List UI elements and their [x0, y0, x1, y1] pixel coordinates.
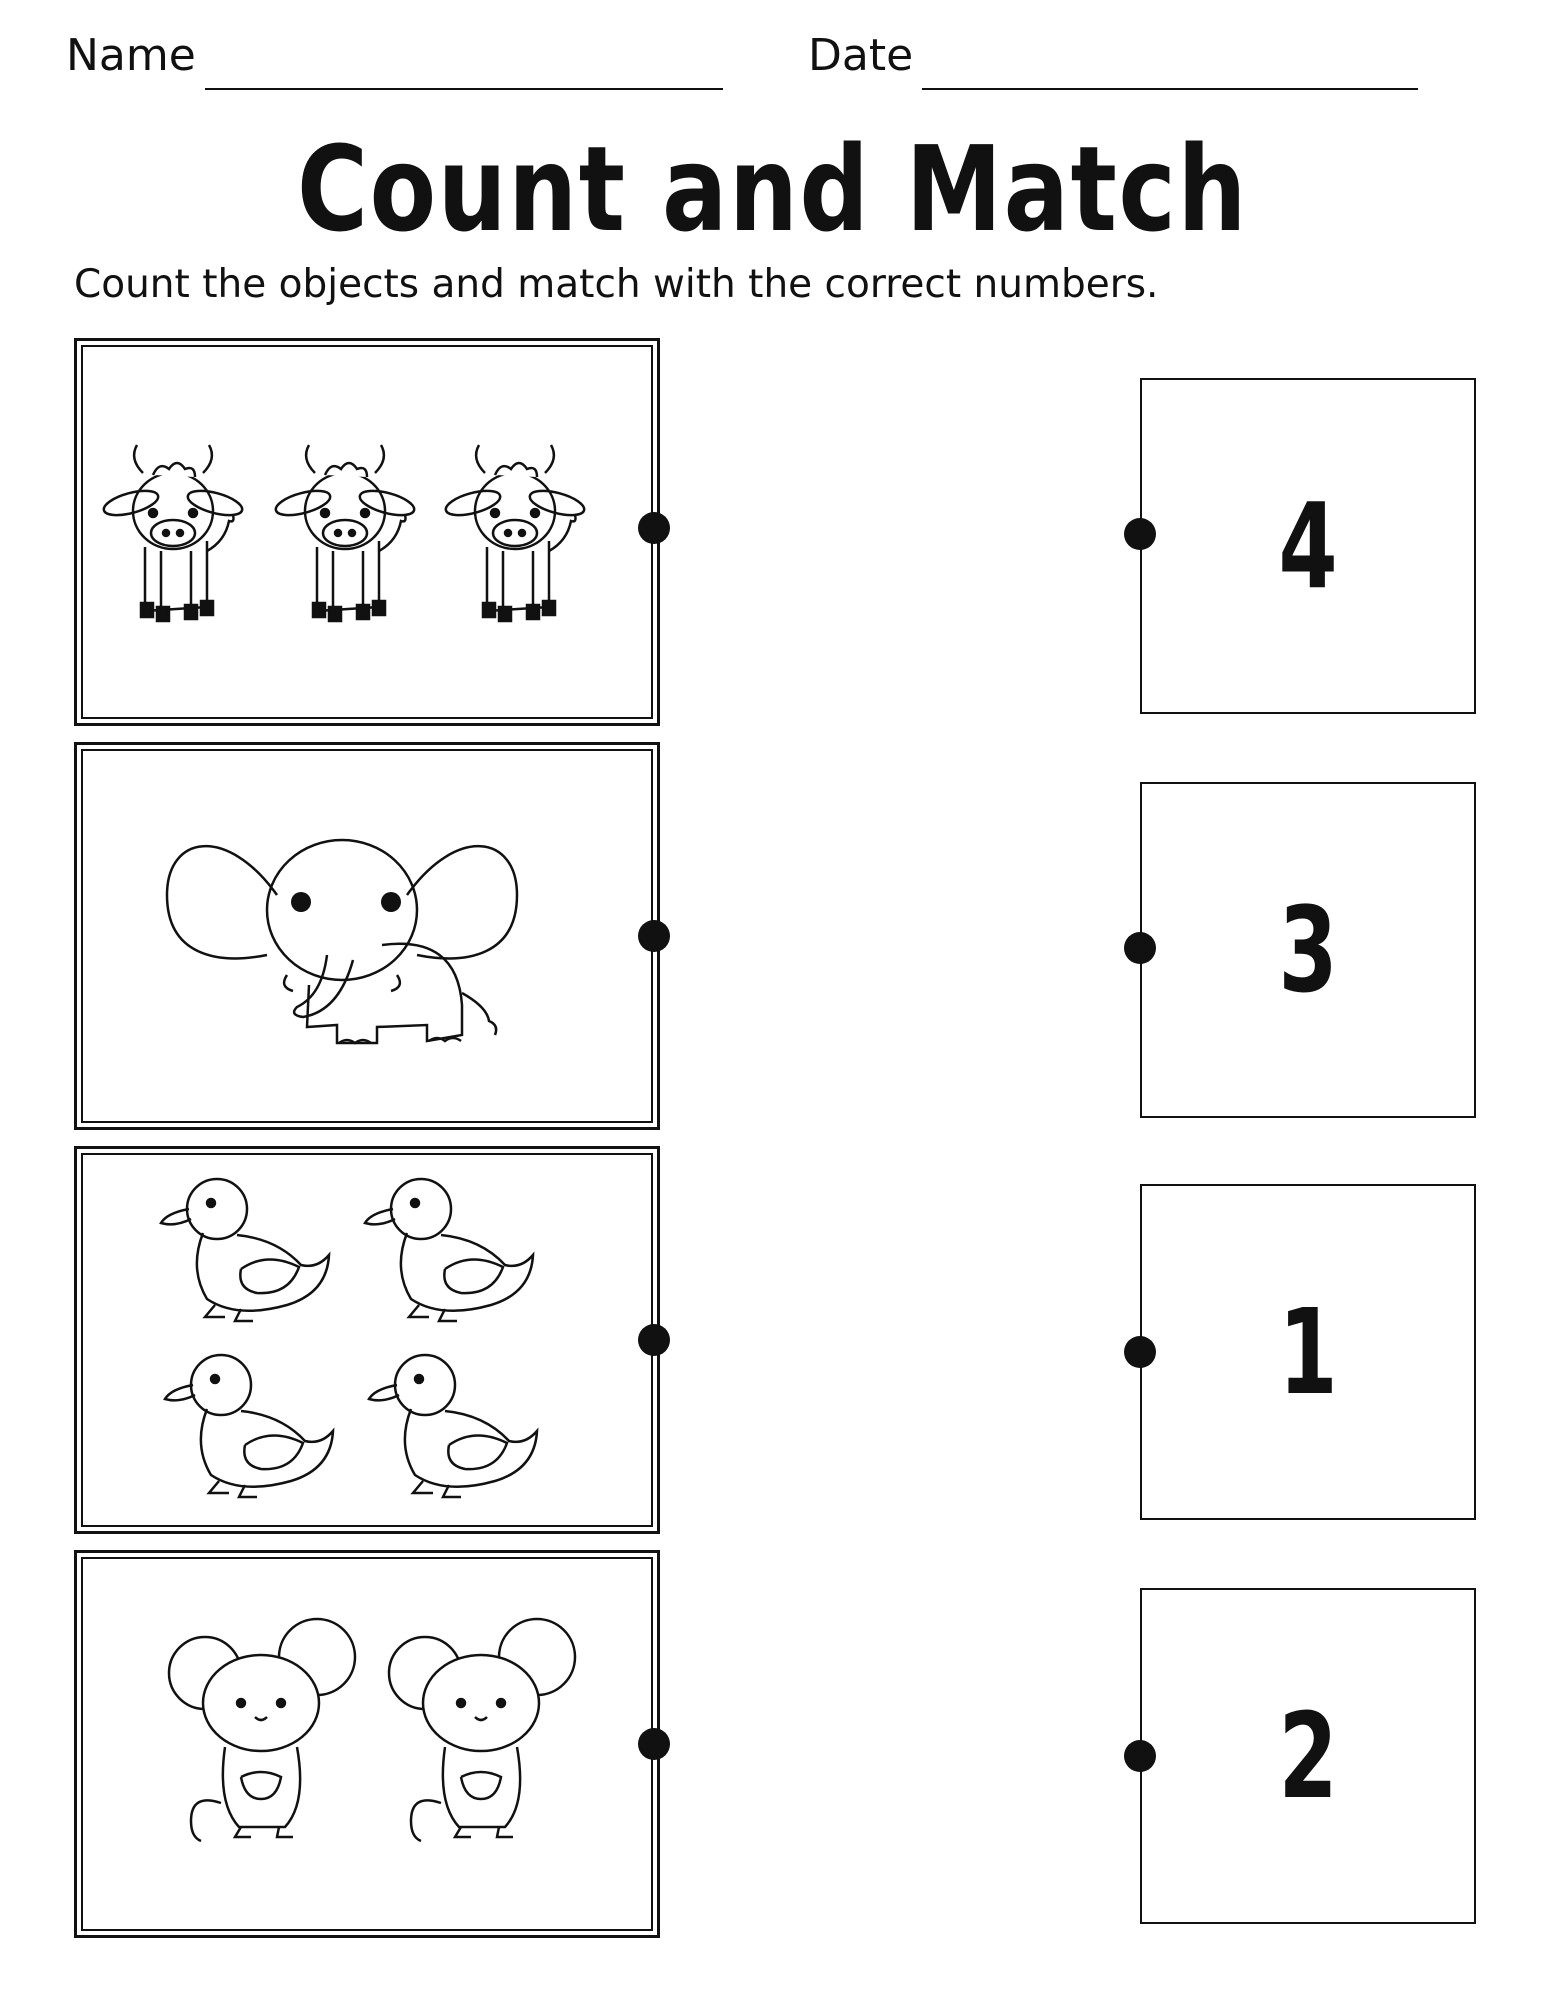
name-field[interactable] [205, 88, 723, 90]
mouse-group-illustration [77, 1553, 657, 1935]
picture-box-ducks [74, 1146, 660, 1534]
date-label: Date [808, 30, 914, 81]
date-field[interactable] [922, 88, 1418, 90]
number-dot-2[interactable] [1124, 932, 1156, 964]
number-label: 3 [1278, 881, 1338, 1019]
number-box-3 [1140, 1184, 1476, 1520]
picture-box-elephant [74, 742, 660, 1130]
duck-group-illustration [77, 1149, 657, 1531]
number-label: 1 [1278, 1283, 1338, 1421]
elephant-illustration [77, 745, 657, 1127]
instructions: Count the objects and match with the correct numbers. [74, 262, 1159, 307]
number-label: 2 [1278, 1687, 1338, 1825]
picture-dot-2[interactable] [638, 920, 670, 952]
number-box-1 [1140, 378, 1476, 714]
number-box-2 [1140, 782, 1476, 1118]
picture-box-cows [74, 338, 660, 726]
number-dot-4[interactable] [1124, 1740, 1156, 1772]
page-title: Count and Match [296, 120, 1248, 258]
name-label: Name [66, 30, 196, 81]
picture-dot-4[interactable] [638, 1728, 670, 1760]
number-label: 4 [1278, 477, 1338, 615]
number-dot-3[interactable] [1124, 1336, 1156, 1368]
number-dot-1[interactable] [1124, 518, 1156, 550]
cow-group-illustration [77, 341, 657, 723]
number-box-4 [1140, 1588, 1476, 1924]
picture-dot-3[interactable] [638, 1324, 670, 1356]
picture-box-mice [74, 1550, 660, 1938]
picture-dot-1[interactable] [638, 512, 670, 544]
